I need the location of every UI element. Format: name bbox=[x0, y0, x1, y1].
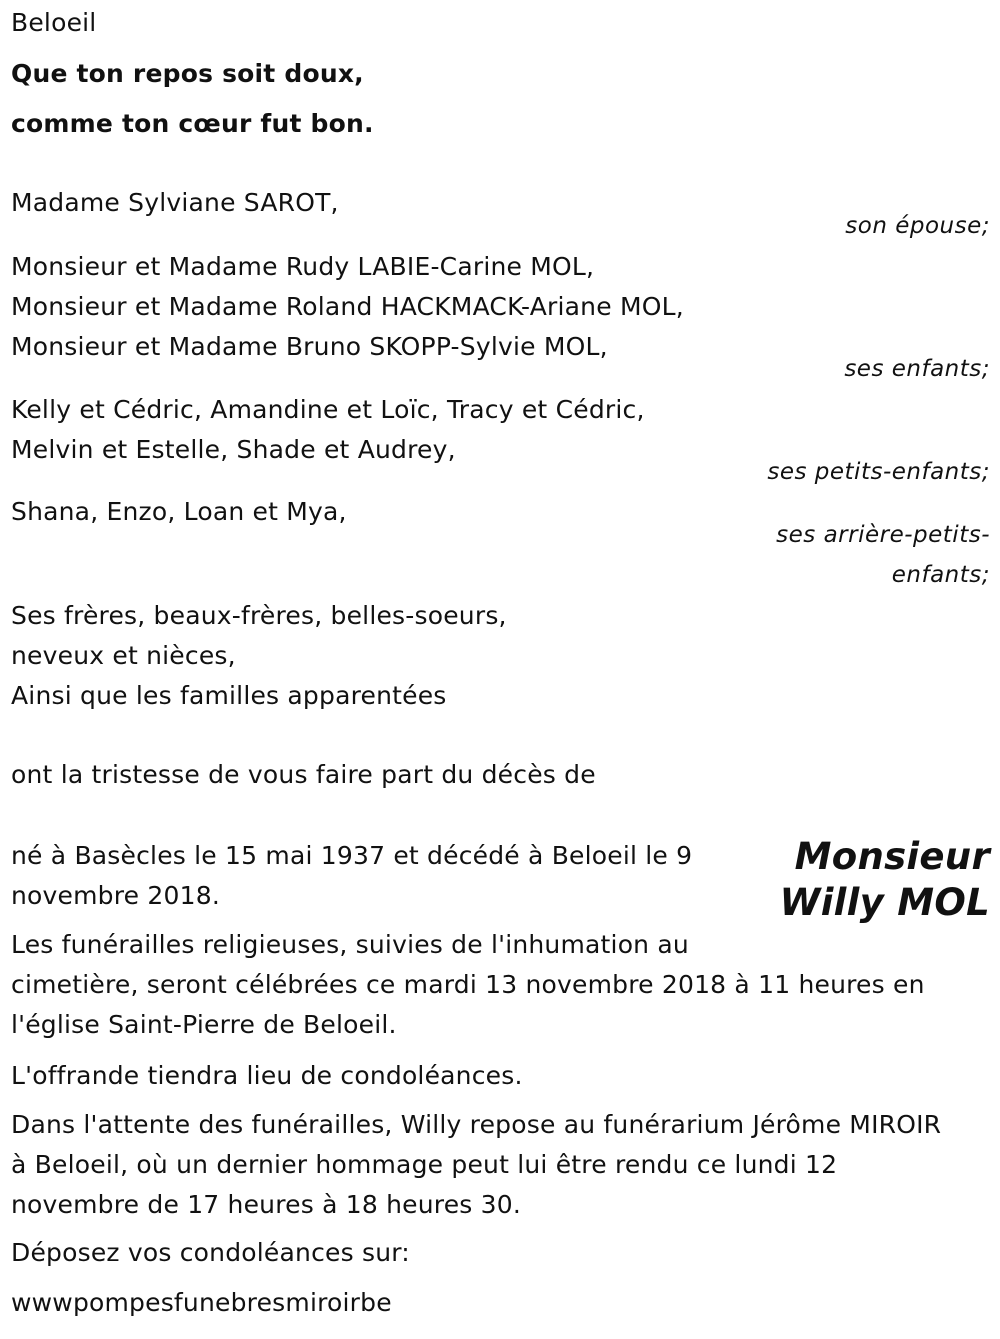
grandchildren-role: ses petits-enfants; bbox=[767, 459, 990, 485]
children-list bbox=[11, 247, 684, 367]
funeral-line: cimetière, seront célébrées ce mardi 13 novembre 2018 à 11 heures en bbox=[11, 970, 925, 999]
announcement-text: ont la tristesse de vous faire part du décès de bbox=[11, 760, 596, 789]
birth-death-text bbox=[11, 836, 692, 916]
viewing-line: novembre de 17 heures à 18 heures 30. bbox=[11, 1190, 522, 1219]
deceased-name: Willy MOL bbox=[779, 881, 990, 924]
family-line: Ainsi que les familles apparentées bbox=[11, 681, 447, 710]
great-grandchildren-role-line-2: enfants; bbox=[891, 562, 990, 588]
funeral-line: Les funérailles religieuses, suivies de l'inhumation au bbox=[11, 930, 689, 959]
birth-death-line: novembre 2018. bbox=[11, 881, 220, 910]
great-grandchildren-names: Shana, Enzo, Loan et Mya, bbox=[11, 497, 347, 526]
spouse-role: son épouse; bbox=[845, 213, 990, 239]
child-line: Monsieur et Madame Roland HACKMACK-Ariane MOL, bbox=[11, 292, 684, 321]
grandchildren-list bbox=[11, 390, 645, 470]
family-line: Ses frères, beaux-frères, belles-soeurs, bbox=[11, 601, 507, 630]
condolences-website-link[interactable]: wwwpompesfunebresmiroirbe bbox=[11, 1288, 392, 1317]
viewing-text bbox=[11, 1105, 941, 1225]
child-line: Monsieur et Madame Bruno SKOPP-Sylvie MOL, bbox=[11, 332, 608, 361]
birth-death-line: né à Basècles le 15 mai 1937 et décédé à Beloeil le 9 bbox=[11, 841, 693, 870]
city-name: Beloeil bbox=[11, 8, 97, 37]
funeral-text bbox=[11, 925, 925, 1045]
viewing-line: à Beloeil, où un dernier hommage peut lui être rendu ce lundi 12 bbox=[11, 1150, 838, 1179]
offering-text: L'offrande tiendra lieu de condoléances. bbox=[11, 1061, 523, 1090]
child-line: Monsieur et Madame Rudy LABIE-Carine MOL, bbox=[11, 252, 595, 281]
deceased-title: Monsieur bbox=[794, 835, 990, 878]
viewing-line: Dans l'attente des funérailles, Willy repose au funérarium Jérôme MIROIR bbox=[11, 1110, 942, 1139]
condolences-label: Déposez vos condoléances sur: bbox=[11, 1238, 410, 1267]
grandchild-line: Kelly et Cédric, Amandine et Loïc, Tracy et Cédric, bbox=[11, 395, 645, 424]
family-line: neveux et nièces, bbox=[11, 641, 236, 670]
children-role: ses enfants; bbox=[844, 356, 990, 382]
spouse-name: Madame Sylviane SAROT, bbox=[11, 188, 339, 217]
great-grandchildren-role-line-1: ses arrière-petits- bbox=[776, 522, 990, 548]
family-list bbox=[11, 596, 507, 716]
motto-line-2: comme ton cœur fut bon. bbox=[11, 109, 374, 138]
grandchild-line: Melvin et Estelle, Shade et Audrey, bbox=[11, 435, 456, 464]
motto-line-1: Que ton repos soit doux, bbox=[11, 59, 364, 88]
funeral-line: l'église Saint-Pierre de Beloeil. bbox=[11, 1010, 397, 1039]
deceased-name-block bbox=[780, 834, 990, 926]
